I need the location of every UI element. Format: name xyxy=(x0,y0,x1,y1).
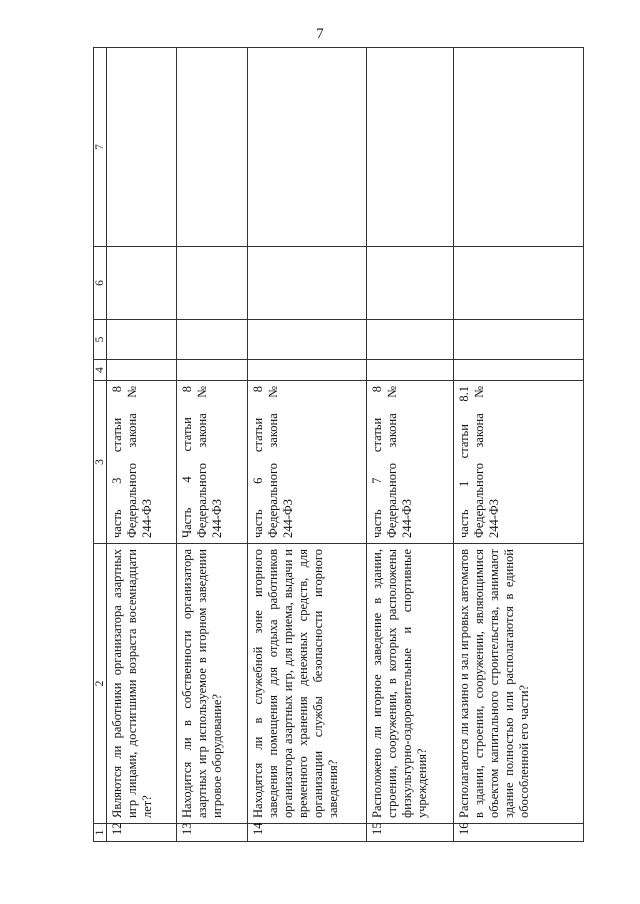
row-cell-empty xyxy=(177,360,248,381)
header-col-5: 5 xyxy=(94,320,107,360)
row-cell-empty xyxy=(107,320,177,360)
row-cell-empty xyxy=(248,320,367,360)
row-question: Расположено ли игорное заведение в здании, строении, сооружении, в которых расположены физкультурно-оздоровительные и спортивные учреждения? xyxy=(367,544,454,824)
table-row xyxy=(454,48,584,842)
row-number: 16 xyxy=(454,824,584,842)
row-cell-empty xyxy=(248,247,367,320)
row-law-reference: часть 7 статьи 8 Федерального закона № 244-ФЗ xyxy=(367,381,454,544)
row-cell-empty xyxy=(177,320,248,360)
row-number: 15 xyxy=(367,824,454,842)
row-law-reference: часть 3 статьи 8 Федерального закона № 244-ФЗ xyxy=(107,381,177,544)
table-row xyxy=(248,48,367,842)
header-col-6: 6 xyxy=(94,247,107,320)
row-law-reference: часть 1 статьи 8.1 Федерального закона № 244-ФЗ xyxy=(454,381,584,544)
row-cell-empty xyxy=(454,320,584,360)
table-row xyxy=(107,48,177,842)
row-cell-empty xyxy=(367,320,454,360)
row-cell-empty xyxy=(367,48,454,247)
row-cell-empty xyxy=(177,247,248,320)
row-cell-empty xyxy=(107,247,177,320)
row-cell-empty xyxy=(454,247,584,320)
row-cell-empty xyxy=(177,48,248,247)
row-cell-empty xyxy=(248,48,367,247)
table-row xyxy=(367,48,454,842)
row-cell-empty xyxy=(454,48,584,247)
row-cell-empty xyxy=(454,360,584,381)
row-number: 12 xyxy=(107,824,177,842)
header-col-7: 7 xyxy=(94,48,107,247)
row-question: Находятся ли в служебной зоне игорного заведения помещения для отдыха работников организатора азартных игр, для приема, выдачи и временного хранения денежных средств, для организации службы безопасности игорного заведения? xyxy=(248,544,367,824)
row-cell-empty xyxy=(107,48,177,247)
table-header-row xyxy=(94,48,107,842)
header-col-4: 4 xyxy=(94,360,107,381)
row-cell-empty xyxy=(107,360,177,381)
rotated-table-wrapper xyxy=(93,48,584,842)
page-number: 7 xyxy=(316,26,324,42)
header-col-1: 1 xyxy=(94,824,107,842)
row-law-reference: Часть 4 статьи 8 Федерального закона № 244-ФЗ xyxy=(177,381,248,544)
row-number: 14 xyxy=(248,824,367,842)
row-cell-empty xyxy=(367,360,454,381)
row-question: Находится ли в собственности организатора азартных игр используемое в игорном заведении игровое оборудование? xyxy=(177,544,248,824)
table-row xyxy=(177,48,248,842)
row-law-reference: часть 6 статьи 8 Федерального закона № 244-ФЗ xyxy=(248,381,367,544)
header-col-2: 2 xyxy=(94,544,107,824)
row-question: Являются ли работники организатора азартных игр лицами, достигшими возраста восемнадцати лет? xyxy=(107,544,177,824)
row-cell-empty xyxy=(248,360,367,381)
header-col-3: 3 xyxy=(94,381,107,544)
row-number: 13 xyxy=(177,824,248,842)
row-cell-empty xyxy=(367,247,454,320)
checklist-table xyxy=(93,47,584,842)
row-question: Располагаются ли казино и зал игровых автоматов в здании, строении, сооружении, являющимися объектом капитального строительства, занимают здание полностью или располагаются в единой обособленной его части? xyxy=(454,544,584,824)
